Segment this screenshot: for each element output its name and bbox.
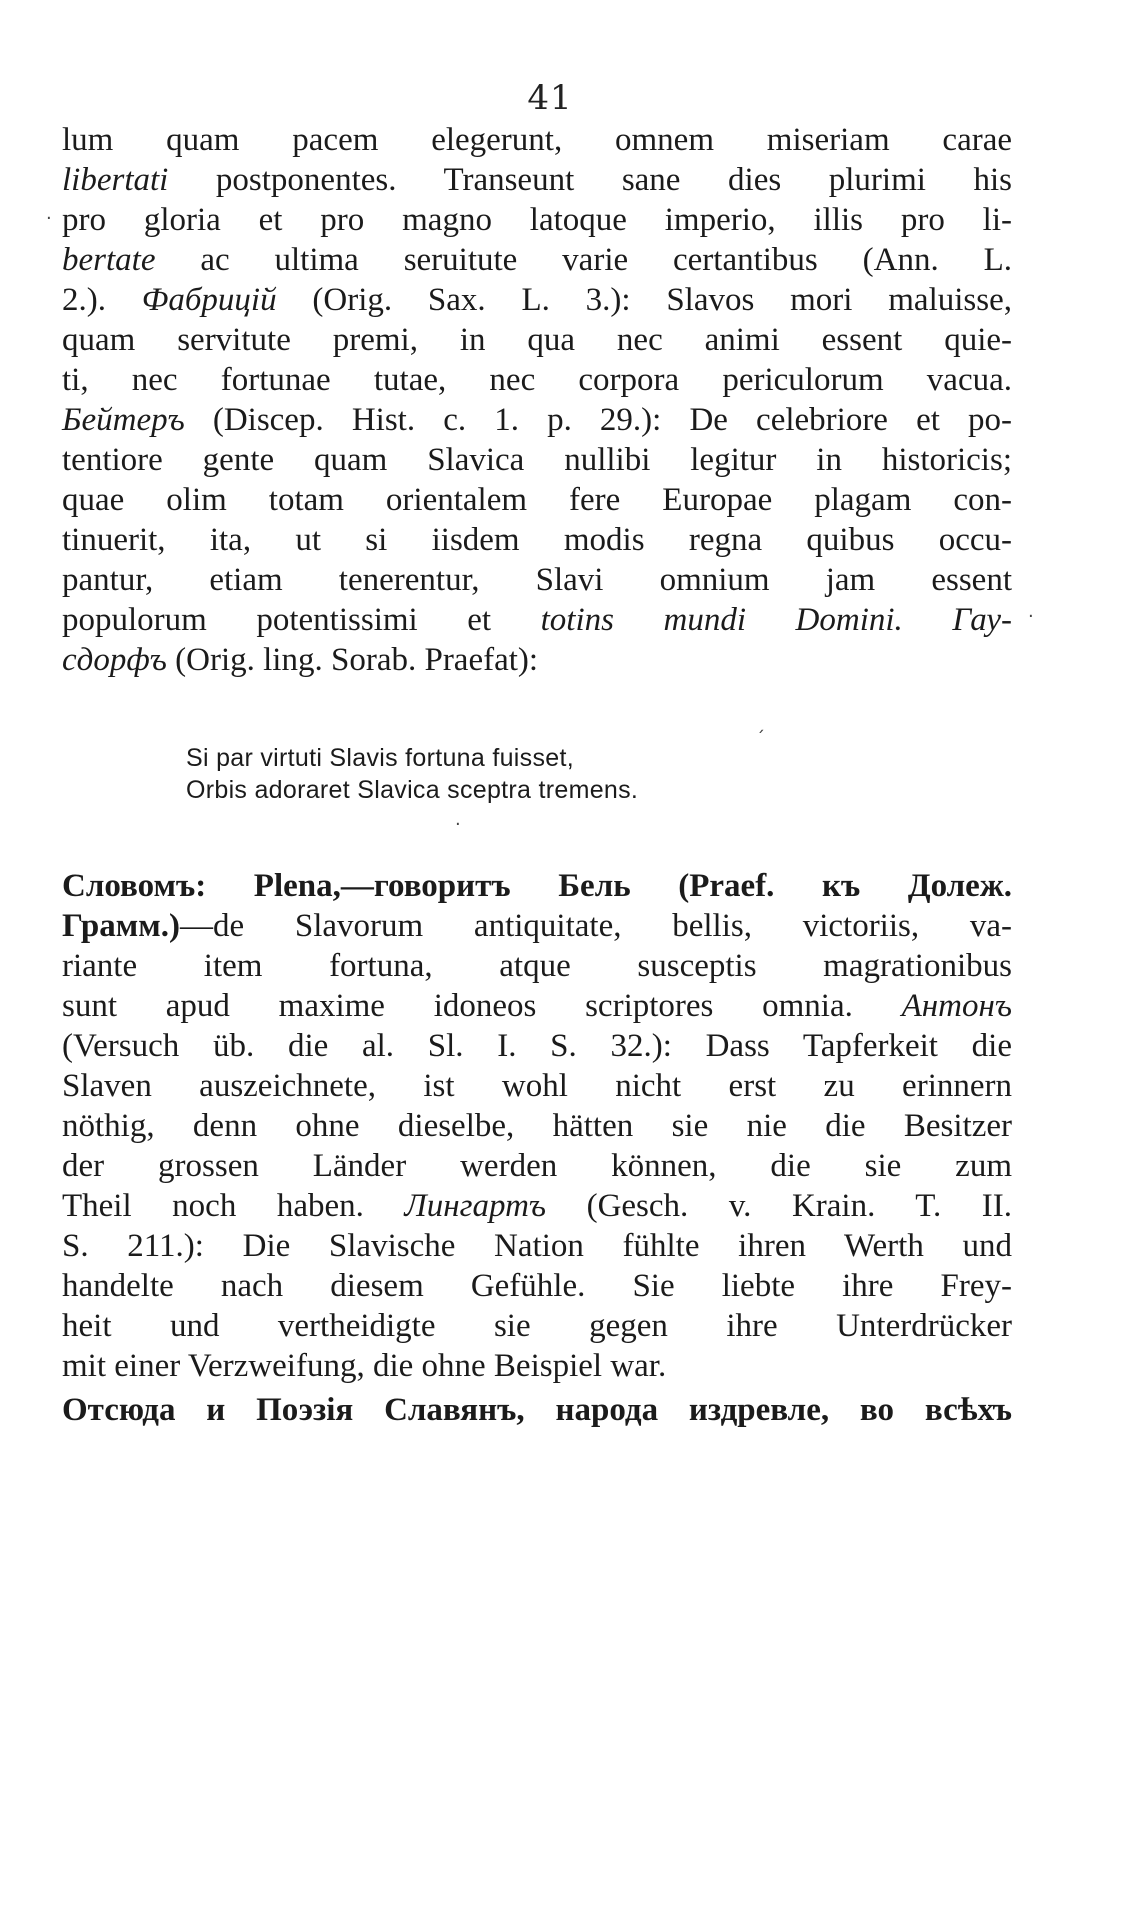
text-line: [62, 986, 1012, 1026]
margin-speck: ·: [1028, 606, 1034, 627]
line-text: (Orig. Sax. L. 3.): Slavos mori maluisse,: [276, 282, 1012, 318]
text-line: [62, 1306, 1012, 1346]
verse-line: Orbis adoraret Slavica sceptra tremens.: [186, 776, 639, 804]
italic-term: totins mundi Domini. Гау-: [540, 602, 1013, 638]
bold-heading-text: Словомъ: Plena,—говоритъ Бель (Praef. къ Долеж.: [62, 868, 1012, 904]
line-text: populorum potentissimi et: [62, 602, 541, 638]
line-text: Theil noch haben.: [62, 1188, 405, 1224]
line-text: riante item fortuna, atque susceptis magrationibus: [62, 948, 1012, 984]
line-text: quam servitute premi, in qua nec animi essent quie-: [62, 322, 1012, 358]
line-text: lum quam pacem elegerunt, omnem miseriam carae: [62, 122, 1012, 158]
text-line: [62, 280, 1012, 320]
line-text: ac ultima seruitute varie certantibus (Ann. L.: [155, 242, 1012, 278]
text-line: [62, 200, 1012, 240]
line-text: (Discep. Hist. c. 1. p. 29.): De celebriore et po-: [184, 402, 1012, 438]
bold-heading-text: Грамм.): [62, 908, 180, 944]
ink-speck: ·: [455, 814, 461, 835]
line-text: postponentes. Transeunt sane dies plurimi his: [168, 162, 1012, 198]
text-line: [62, 1106, 1012, 1146]
text-line: [62, 1066, 1012, 1106]
text-line: [62, 1226, 1012, 1266]
line-text: tentiore gente quam Slavica nullibi legitur in historicis;: [62, 442, 1012, 478]
author-name: Антонъ: [901, 988, 1012, 1024]
line-text: —de Slavorum antiquitate, bellis, victoriis, va-: [179, 908, 1012, 944]
text-line: [62, 866, 1012, 906]
text-line: [62, 160, 1012, 200]
text-line: [62, 1146, 1012, 1186]
line-text: (Versuch üb. die al. Sl. I. S. 32.): Dass Tapferkeit die: [62, 1028, 1012, 1064]
text-line: [62, 1266, 1012, 1306]
text-line: [62, 360, 1012, 400]
line-text: Slaven auszeichnete, ist wohl nicht erst zu erinnern: [62, 1068, 1012, 1104]
italic-term: bertate: [62, 242, 156, 278]
line-text: pro gloria et pro magno latoque imperio, illis pro li-: [62, 202, 1012, 238]
text-line: [62, 400, 1012, 440]
text-line: [62, 120, 1012, 160]
line-text: 2.).: [62, 282, 142, 318]
page-number: 41: [527, 78, 573, 118]
line-text: der grossen Länder werden können, die sie zum: [62, 1148, 1012, 1184]
verse-line: Si par virtuti Slavis fortuna fuisset,: [186, 744, 574, 772]
text-line: [62, 560, 1012, 600]
text-line: [62, 240, 1012, 280]
line-text: (Gesch. v. Krain. T. II.: [546, 1188, 1012, 1224]
line-text: mit einer Verzweifung, die ohne Beispiel war.: [62, 1348, 667, 1384]
author-name: Фабрицій: [141, 282, 277, 318]
text-line: [62, 1186, 1012, 1226]
text-line: [62, 600, 1012, 640]
line-text: (Orig. ling. Sorab. Praefat):: [166, 642, 539, 678]
line-text: S. 211.): Die Slavische Nation fühlte ihren Werth und: [62, 1228, 1012, 1264]
author-name: Лингартъ: [404, 1188, 547, 1224]
text-line: [62, 640, 1012, 680]
author-name: Бейтеръ: [62, 402, 185, 438]
text-line: [62, 906, 1012, 946]
line-text: pantur, etiam tenerentur, Slavi omnium jam essent: [62, 562, 1012, 598]
line-text: sunt apud maxime idoneos scriptores omnia.: [62, 988, 902, 1024]
text-line: [62, 480, 1012, 520]
text-line: [62, 946, 1012, 986]
author-name: сдорфъ: [62, 642, 167, 678]
italic-term: libertati: [62, 162, 169, 198]
text-line: [62, 1026, 1012, 1066]
text-line: [62, 1390, 1012, 1430]
text-line: [62, 440, 1012, 480]
line-text: heit und vertheidigte sie gegen ihre Unterdrücker: [62, 1308, 1012, 1344]
line-text: nöthig, denn ohne dieselbe, hätten sie nie die Besitzer: [62, 1108, 1012, 1144]
line-text: ti, nec fortunae tutae, nec corpora periculorum vacua.: [62, 362, 1012, 398]
line-text: tinuerit, ita, ut si iisdem modis regna quibus occu-: [62, 522, 1012, 558]
text-line: [62, 520, 1012, 560]
bold-heading-text: Отсюда и Поэзія Славянъ, народа издревле, во всѣхъ: [62, 1392, 1012, 1428]
line-text: quae olim totam orientalem fere Europae plagam con-: [62, 482, 1012, 518]
text-line: [62, 320, 1012, 360]
margin-speck: ·: [46, 208, 52, 229]
text-line: [62, 1346, 1012, 1386]
ink-speck: ´: [756, 728, 765, 749]
line-text: handelte nach diesem Gefühle. Sie liebte ihre Frey-: [62, 1268, 1012, 1304]
